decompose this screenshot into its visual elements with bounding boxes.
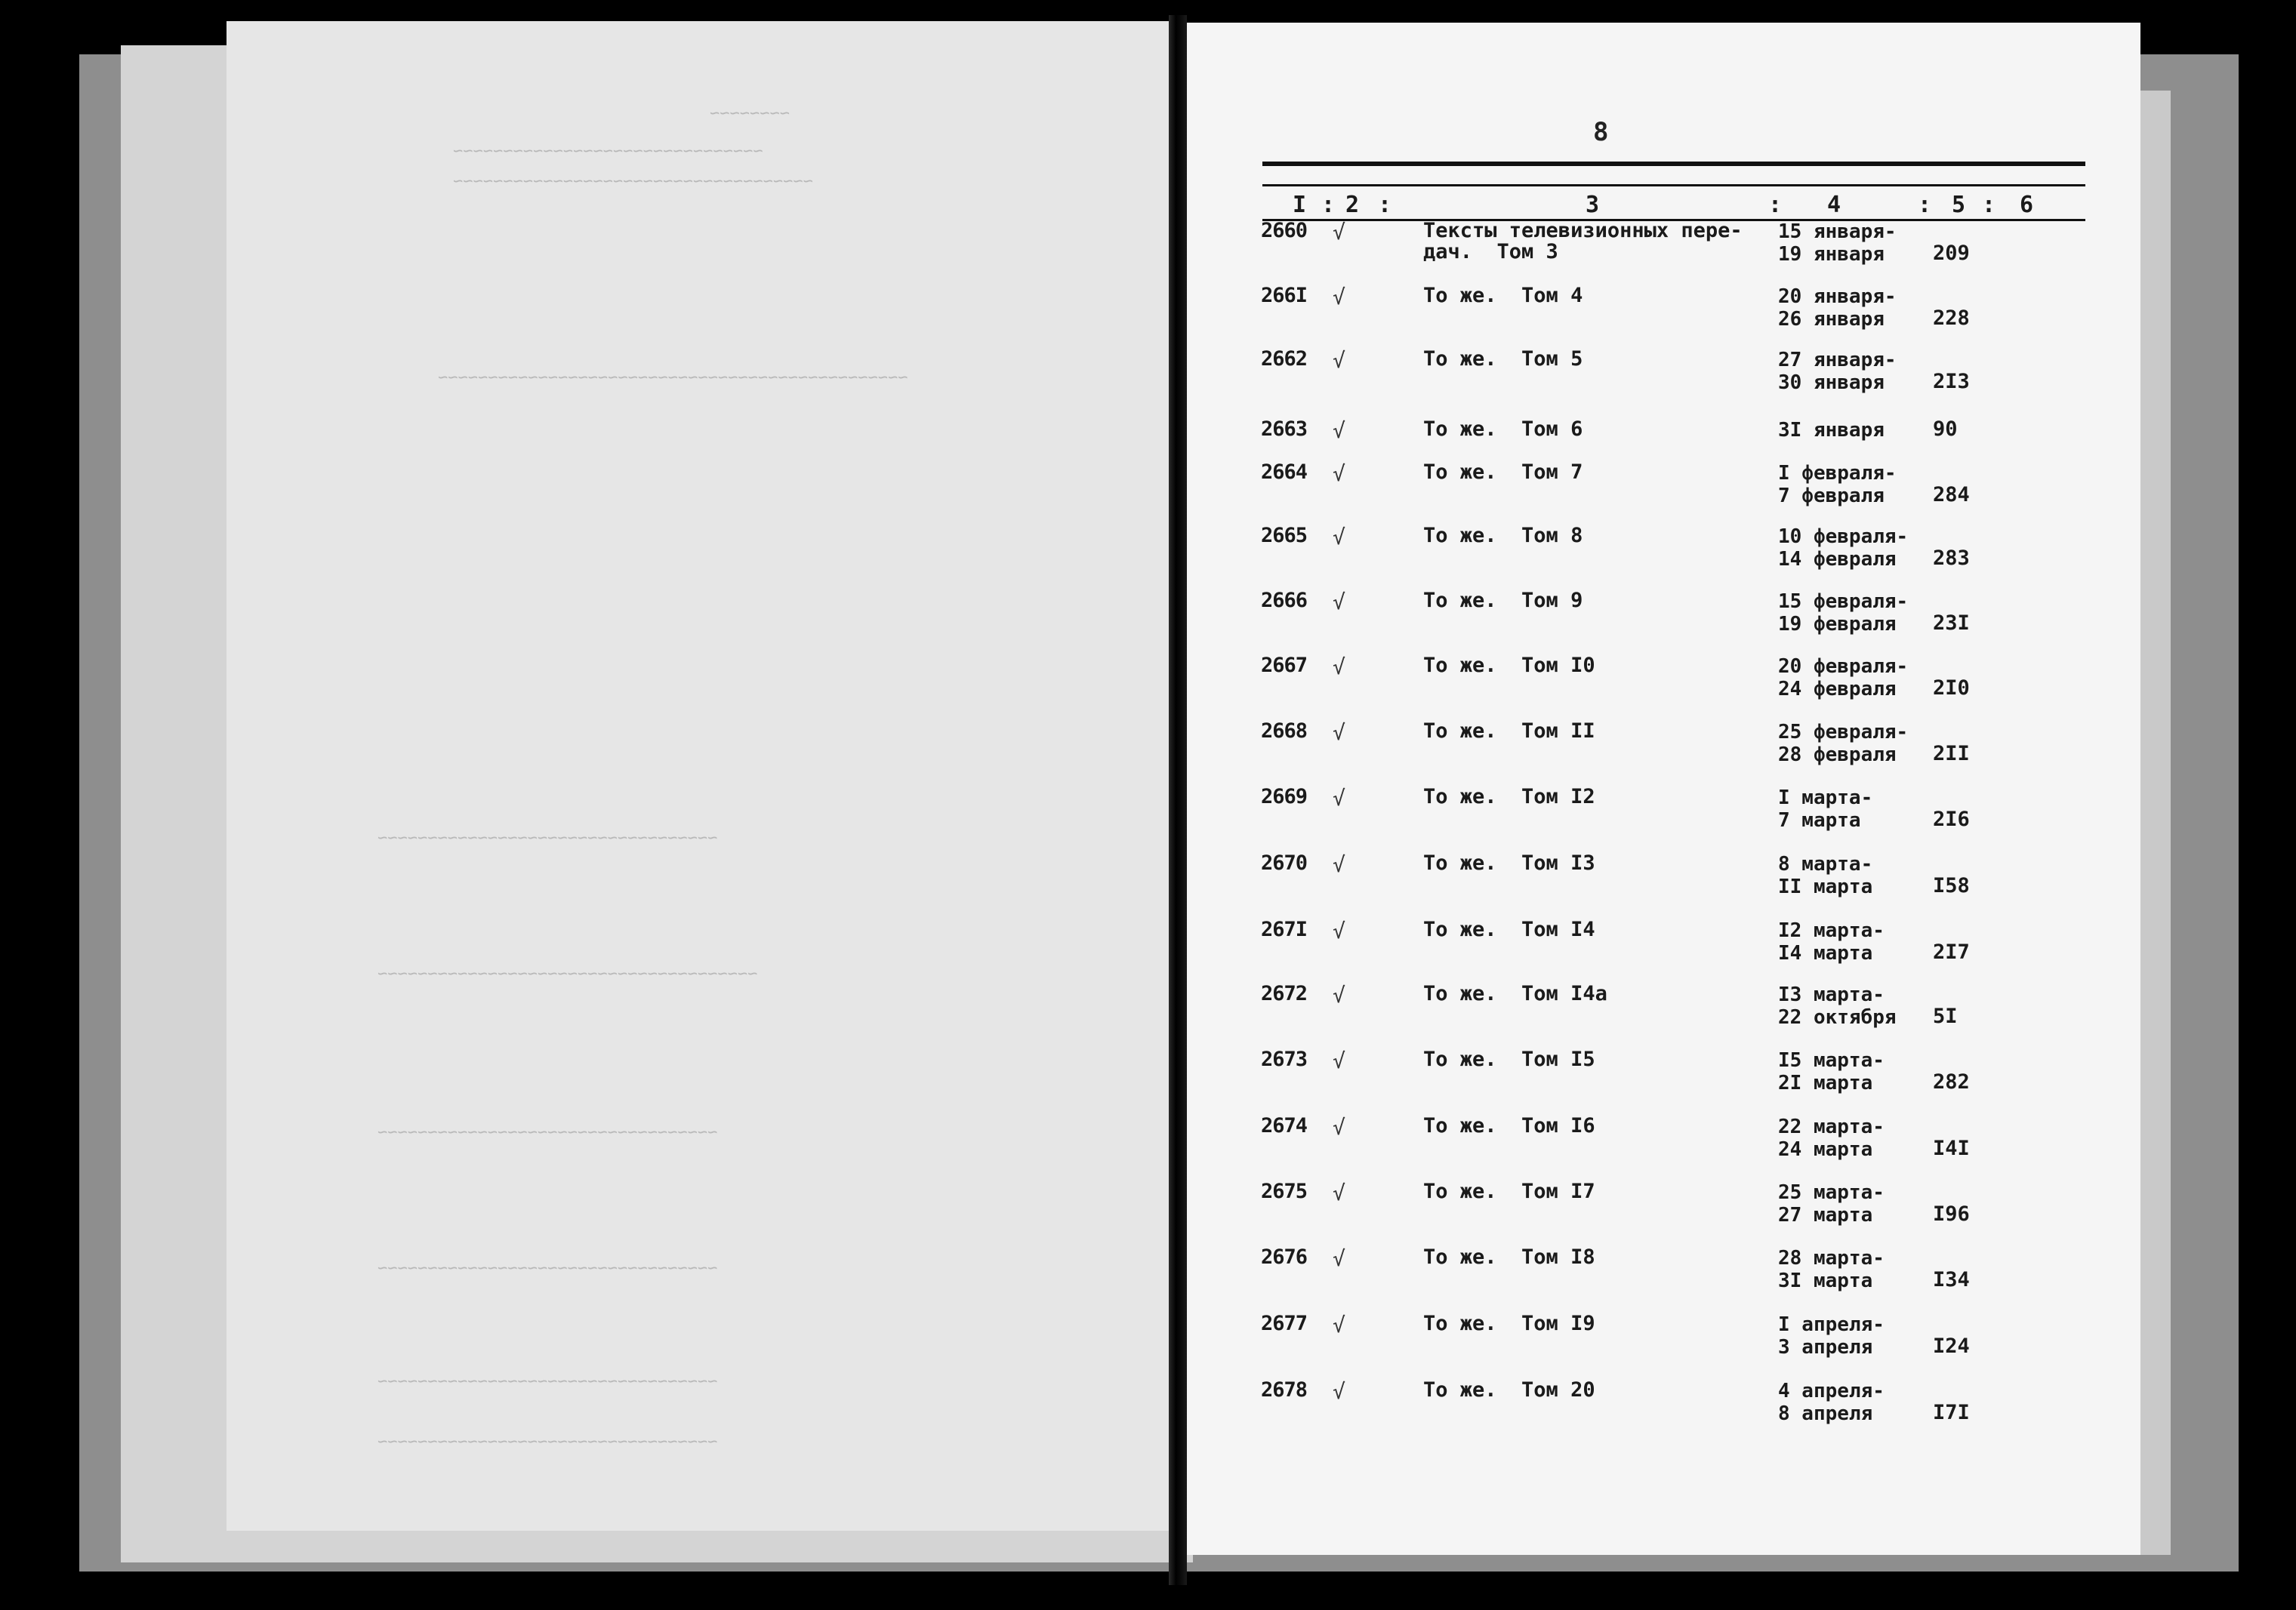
column-header: I	[1293, 192, 1307, 218]
row-number: 266I	[1261, 284, 1308, 307]
row-count: I34	[1933, 1268, 1970, 1291]
row-dates: I февраля- 7 февраля	[1778, 462, 1897, 507]
row-dates: 15 февраля- 19 февраля	[1778, 590, 1909, 636]
check-mark: √	[1333, 852, 1345, 877]
row-dates: 8 марта- II марта	[1778, 853, 1873, 898]
table-row	[1261, 462, 2091, 522]
row-count: 209	[1933, 242, 1970, 265]
check-mark: √	[1333, 590, 1345, 614]
row-count: 90	[1933, 417, 1958, 441]
row-count: I4I	[1933, 1137, 1970, 1160]
table-row	[1261, 1181, 2091, 1242]
row-number: 267I	[1261, 918, 1308, 941]
table-row	[1261, 1247, 2091, 1307]
row-number: 2675	[1261, 1180, 1308, 1203]
row-title: То же. Том 20	[1423, 1378, 1595, 1402]
table-row	[1261, 721, 2091, 781]
row-title: То же. Том I9	[1423, 1312, 1595, 1335]
column-separator: :	[1768, 192, 1783, 218]
check-mark: √	[1333, 220, 1345, 245]
check-mark: √	[1333, 1048, 1345, 1073]
row-title: То же. Том I3	[1423, 851, 1595, 875]
table-row	[1261, 349, 2091, 409]
book-spine	[1169, 15, 1187, 1585]
column-separator: :	[1918, 192, 1932, 218]
bleed-through-text: ~~~~~~~~~~~~~~~~~~~~~~~~~~~~~~~~~~	[378, 1372, 718, 1391]
row-title: То же. Том I7	[1423, 1180, 1595, 1203]
bleed-through-text: ~~~~~~~~~~~~~~~~~~~~~~~~~~~~~~~~~~~~~~	[378, 965, 758, 984]
row-count: 2I7	[1933, 940, 1970, 964]
row-dates: 20 февраля- 24 февраля	[1778, 655, 1909, 700]
table-row	[1261, 1116, 2091, 1176]
check-mark: √	[1333, 983, 1345, 1008]
column-header: 2	[1345, 192, 1360, 218]
header-rule-middle	[1262, 184, 2085, 186]
row-dates: 10 февраля- 14 февраля	[1778, 525, 1909, 571]
row-dates: 25 марта- 27 марта	[1778, 1181, 1885, 1227]
row-dates: 27 января- 30 января	[1778, 349, 1897, 394]
page-edges	[2140, 91, 2171, 1555]
bleed-through-text: ~~~~~~~~~~~~~~~~~~~~~~~~~~~~~~~	[453, 142, 763, 161]
row-number: 2677	[1261, 1312, 1308, 1335]
check-mark: √	[1333, 1115, 1345, 1140]
row-dates: 4 апреля- 8 апреля	[1778, 1380, 1885, 1425]
row-number: 2667	[1261, 654, 1308, 677]
row-title: То же. Том I6	[1423, 1114, 1595, 1137]
table-row	[1261, 1049, 2091, 1110]
row-title: То же. Том I5	[1423, 1048, 1595, 1071]
row-title: То же. Том I4	[1423, 918, 1595, 941]
row-count: I24	[1933, 1334, 1970, 1358]
row-title: То же. Том 8	[1423, 524, 1583, 547]
table-row	[1261, 1380, 2091, 1440]
column-separator: :	[1321, 192, 1336, 218]
row-count: 2I6	[1933, 808, 1970, 831]
check-mark: √	[1333, 348, 1345, 373]
bleed-through-text: ~~~~~~~~~~~~~~~~~~~~~~~~~~~~~~~~~~	[378, 1123, 718, 1142]
row-dates: 22 марта- 24 марта	[1778, 1116, 1885, 1161]
check-mark: √	[1333, 786, 1345, 811]
column-header: 3	[1586, 192, 1600, 218]
row-dates: 20 января- 26 января	[1778, 285, 1897, 331]
row-dates: 15 января- 19 января	[1778, 220, 1897, 266]
row-title: То же. Том I8	[1423, 1245, 1595, 1269]
table-row	[1261, 220, 2091, 281]
check-mark: √	[1333, 418, 1345, 443]
bleed-through-text: ~~~~~~~~~~~~~~~~~~~~~~~~~~~~~~~~~~	[378, 1433, 718, 1451]
row-dates: I2 марта- I4 марта	[1778, 919, 1885, 965]
row-number: 2674	[1261, 1114, 1308, 1137]
row-count: 282	[1933, 1070, 1970, 1094]
check-mark: √	[1333, 285, 1345, 309]
row-number: 2665	[1261, 524, 1308, 547]
row-dates: 25 февраля- 28 февраля	[1778, 721, 1909, 766]
row-number: 2663	[1261, 417, 1308, 441]
check-mark: √	[1333, 720, 1345, 745]
column-separator: :	[1982, 192, 1996, 218]
row-number: 2673	[1261, 1048, 1308, 1071]
table-row	[1261, 1313, 2091, 1374]
row-dates: I5 марта- 2I марта	[1778, 1049, 1885, 1094]
check-mark: √	[1333, 919, 1345, 944]
table-row	[1261, 590, 2091, 651]
row-number: 2664	[1261, 460, 1308, 484]
row-count: 2I3	[1933, 370, 1970, 393]
row-title: То же. Том I4а	[1423, 982, 1607, 1005]
row-count: 5I	[1933, 1005, 1958, 1028]
row-number: 2672	[1261, 982, 1308, 1005]
bleed-through-text: ~~~~~~~~~~~~~~~~~~~~~~~~~~~~~~~~~~~~~~~~~~~~~~~	[438, 368, 908, 387]
column-header: 4	[1827, 192, 1841, 218]
row-title: То же. Том II	[1423, 719, 1595, 743]
check-mark: √	[1333, 1246, 1345, 1271]
row-title: То же. Том 5	[1423, 347, 1583, 371]
bleed-through-text: ~~~~~~~~~~~~~~~~~~~~~~~~~~~~~~~~~~	[378, 1259, 718, 1278]
row-count: I96	[1933, 1202, 1970, 1226]
table-row	[1261, 787, 2091, 847]
table-row	[1261, 285, 2091, 346]
row-number: 2660	[1261, 219, 1308, 242]
row-count: 2I0	[1933, 676, 1970, 700]
row-dates: 28 марта- 3I марта	[1778, 1247, 1885, 1292]
column-separator: :	[1378, 192, 1392, 218]
table-row	[1261, 655, 2091, 716]
row-count: 284	[1933, 483, 1970, 506]
column-header: 5	[1952, 192, 1966, 218]
bleed-through-text: ~~~~~~~~~~~~~~~~~~~~~~~~~~~~~~~~~~~~	[453, 172, 813, 191]
row-number: 2678	[1261, 1378, 1308, 1402]
check-mark: √	[1333, 1181, 1345, 1205]
row-title: То же. Том I2	[1423, 785, 1595, 808]
table-row	[1261, 525, 2091, 586]
bleed-through-text: ~~~~~~~~~~~~~~~~~~~~~~~~~~~~~~~~~~	[378, 829, 718, 848]
row-title: То же. Том 6	[1423, 417, 1583, 441]
row-title: Тексты телевизионных пере- дач. Том 3	[1423, 219, 1743, 263]
row-dates: I3 марта- 22 октября	[1778, 984, 1897, 1029]
row-number: 2668	[1261, 719, 1308, 743]
row-count: I7I	[1933, 1401, 1970, 1424]
table-row	[1261, 984, 2091, 1044]
check-mark: √	[1333, 654, 1345, 679]
row-number: 2670	[1261, 851, 1308, 875]
row-title: То же. Том 9	[1423, 589, 1583, 612]
row-title: То же. Том 7	[1423, 460, 1583, 484]
row-number: 2676	[1261, 1245, 1308, 1269]
left-page	[227, 21, 1174, 1531]
row-count: 228	[1933, 306, 1970, 330]
row-title: То же. Том 4	[1423, 284, 1583, 307]
check-mark: √	[1333, 1379, 1345, 1404]
row-count: 23I	[1933, 611, 1970, 635]
row-count: 2II	[1933, 742, 1970, 765]
row-title: То же. Том I0	[1423, 654, 1595, 677]
row-dates: 3I января	[1778, 419, 1885, 442]
table-row	[1261, 919, 2091, 980]
table-row	[1261, 853, 2091, 913]
row-count: I58	[1933, 874, 1970, 897]
column-header: 6	[2020, 192, 2034, 218]
page-number: 8	[1593, 117, 1609, 147]
bleed-through-text: ~~~~~~~~	[710, 104, 790, 123]
row-number: 2662	[1261, 347, 1308, 371]
row-dates: I апреля- 3 апреля	[1778, 1313, 1885, 1359]
row-dates: I марта- 7 марта	[1778, 787, 1873, 832]
check-mark: √	[1333, 525, 1345, 549]
row-count: 283	[1933, 546, 1970, 570]
row-number: 2669	[1261, 785, 1308, 808]
check-mark: √	[1333, 461, 1345, 486]
check-mark: √	[1333, 1313, 1345, 1338]
header-rule-top	[1262, 162, 2085, 166]
row-number: 2666	[1261, 589, 1308, 612]
